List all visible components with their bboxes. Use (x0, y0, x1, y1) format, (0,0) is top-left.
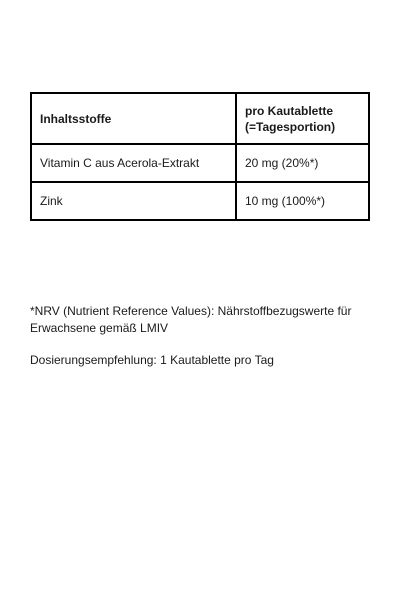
table-row (31, 144, 369, 182)
table-row (31, 182, 369, 220)
nutrition-table (30, 92, 370, 221)
dosage-recommendation: Dosierungsempfehlung: 1 Kautablette pro Tag (30, 353, 274, 367)
table-cell-amount: 10 mg (100%*) (236, 182, 369, 220)
nrv-footnote: *NRV (Nutrient Reference Values): Nährstoffbezugswerte für Erwachsene gemäß LMIV (30, 304, 352, 335)
table-cell-ingredient: Vitamin C aus Acerola-Extrakt (31, 144, 236, 182)
table-cell-amount: 20 mg (20%*) (236, 144, 369, 182)
table-header-ingredients: Inhaltsstoffe (31, 93, 236, 144)
table-cell-ingredient: Zink (31, 182, 236, 220)
table-header-per-tablet-text: pro Kautablette (=Tagesportion) (245, 103, 336, 134)
table-header-per-tablet (236, 93, 369, 144)
table-header-row (31, 93, 369, 144)
